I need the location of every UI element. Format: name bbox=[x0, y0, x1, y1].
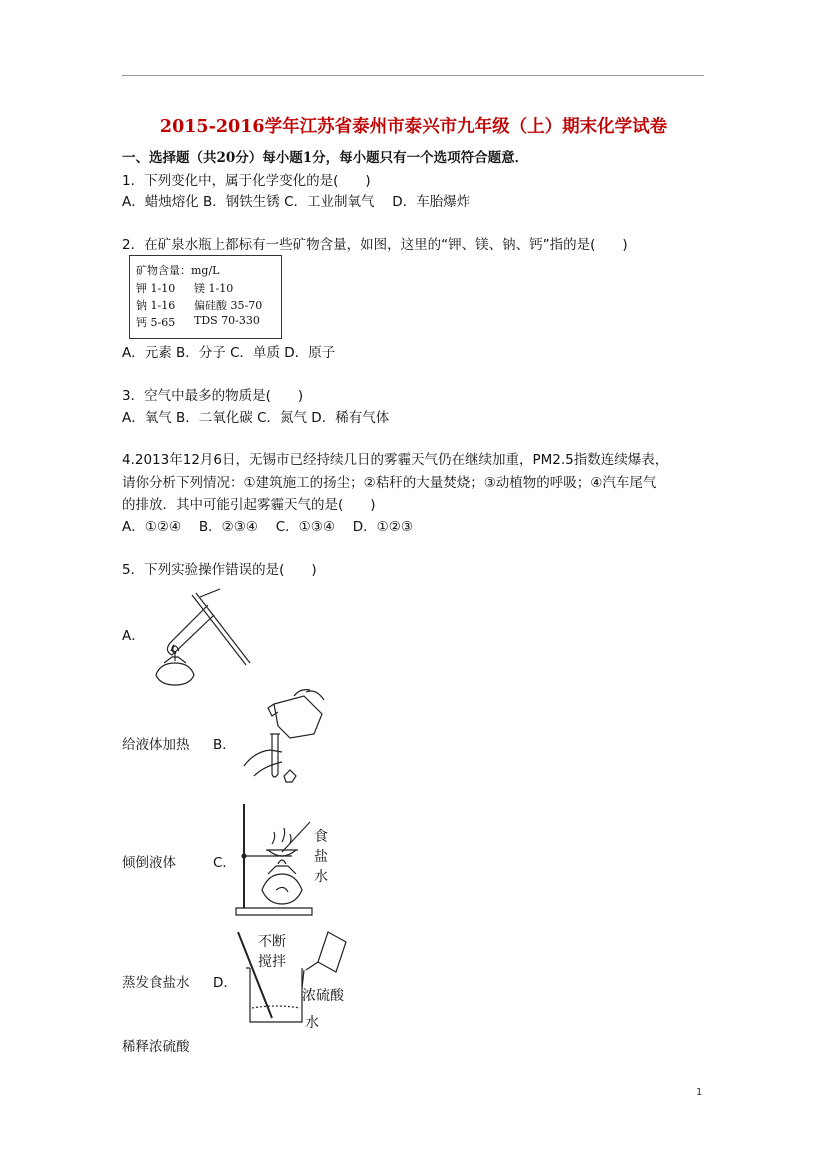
question-1-stem: 1．下列变化中，属于化学变化的是( ) bbox=[122, 173, 371, 189]
choice-c-caption: 蒸发食盐水 bbox=[122, 975, 190, 991]
choice-c-letter: C． bbox=[213, 855, 236, 871]
figure-d-label: 搅拌 bbox=[258, 954, 286, 970]
figure-d-label: 不断 bbox=[258, 934, 286, 950]
header-rule bbox=[122, 75, 704, 76]
question-4-stem-line: 请你分析下列情况：①建筑施工的扬尘；②秸秆的大量焚烧；③动植物的呼吸；④汽车尾气 bbox=[122, 475, 657, 491]
figure-c-label: 水 bbox=[314, 869, 328, 885]
question-2-stem: 2．在矿泉水瓶上都标有一些矿物含量，如图，这里的“钾、镁、钠、钙”指的是( ) bbox=[122, 237, 628, 253]
mineral-cell: TDS 70-330 bbox=[194, 314, 260, 327]
figure-heating-liquid bbox=[150, 585, 260, 690]
choice-b-caption: 倾倒液体 bbox=[122, 855, 176, 871]
question-5-stem: 5．下列实验操作错误的是( ) bbox=[122, 562, 317, 578]
question-3-options: A．氧气 B．二氧化碳 C．氮气 D．稀有气体 bbox=[122, 410, 390, 426]
mineral-label-title: 矿物含量：mg/L bbox=[136, 264, 220, 277]
section-heading: 一、选择题（共20分）每小题1分，每小题只有一个选项符合题意． bbox=[122, 150, 529, 166]
mineral-cell: 钙 5-65 bbox=[136, 316, 176, 329]
question-3-stem: 3．空气中最多的物质是( ) bbox=[122, 388, 304, 404]
question-4-stem-line: 4.2013年12月6日，无锡市已经持续几日的雾霾天气仍在继续加重，PM2.5指数连续爆表， bbox=[122, 452, 669, 468]
choice-d-caption: 稀释浓硫酸 bbox=[122, 1039, 190, 1055]
figure-diluting-acid bbox=[232, 928, 352, 1028]
choice-a-caption: 给液体加热 bbox=[122, 737, 190, 753]
question-4-stem-line: 的排放．其中可能引起雾霾天气的是( ) bbox=[122, 497, 376, 513]
page-title: 2015-2016学年江苏省泰州市泰兴市九年级（上）期末化学试卷 bbox=[159, 117, 668, 137]
mineral-cell: 偏硅酸 35-70 bbox=[194, 299, 263, 312]
figure-d-label: 水 bbox=[305, 1015, 319, 1031]
mineral-cell: 钠 1-16 bbox=[136, 299, 176, 312]
page-number: 1 bbox=[696, 1087, 703, 1098]
mineral-cell: 钾 1-10 bbox=[136, 282, 176, 295]
mineral-cell: 镁 1-10 bbox=[194, 282, 234, 295]
figure-d-label: 浓硫酸 bbox=[302, 988, 344, 1004]
figure-pouring-liquid bbox=[234, 686, 334, 786]
choice-d-letter: D． bbox=[213, 975, 237, 991]
question-1-options: A．蜡烛熔化 B．钢铁生锈 C．工业制氧气 D．车胎爆炸 bbox=[122, 194, 471, 210]
figure-evaporating-brine bbox=[232, 800, 322, 918]
choice-b-letter: B． bbox=[213, 737, 236, 753]
question-2-options: A．元素 B．分子 C．单质 D．原子 bbox=[122, 345, 336, 361]
figure-c-label: 盐 bbox=[314, 849, 328, 865]
figure-c-label: 食 bbox=[314, 829, 328, 845]
choice-a-letter: A． bbox=[122, 628, 145, 644]
mineral-label-box bbox=[129, 255, 282, 339]
question-4-options: A．①②④ B．②③④ C．①③④ D．①②③ bbox=[122, 519, 413, 535]
